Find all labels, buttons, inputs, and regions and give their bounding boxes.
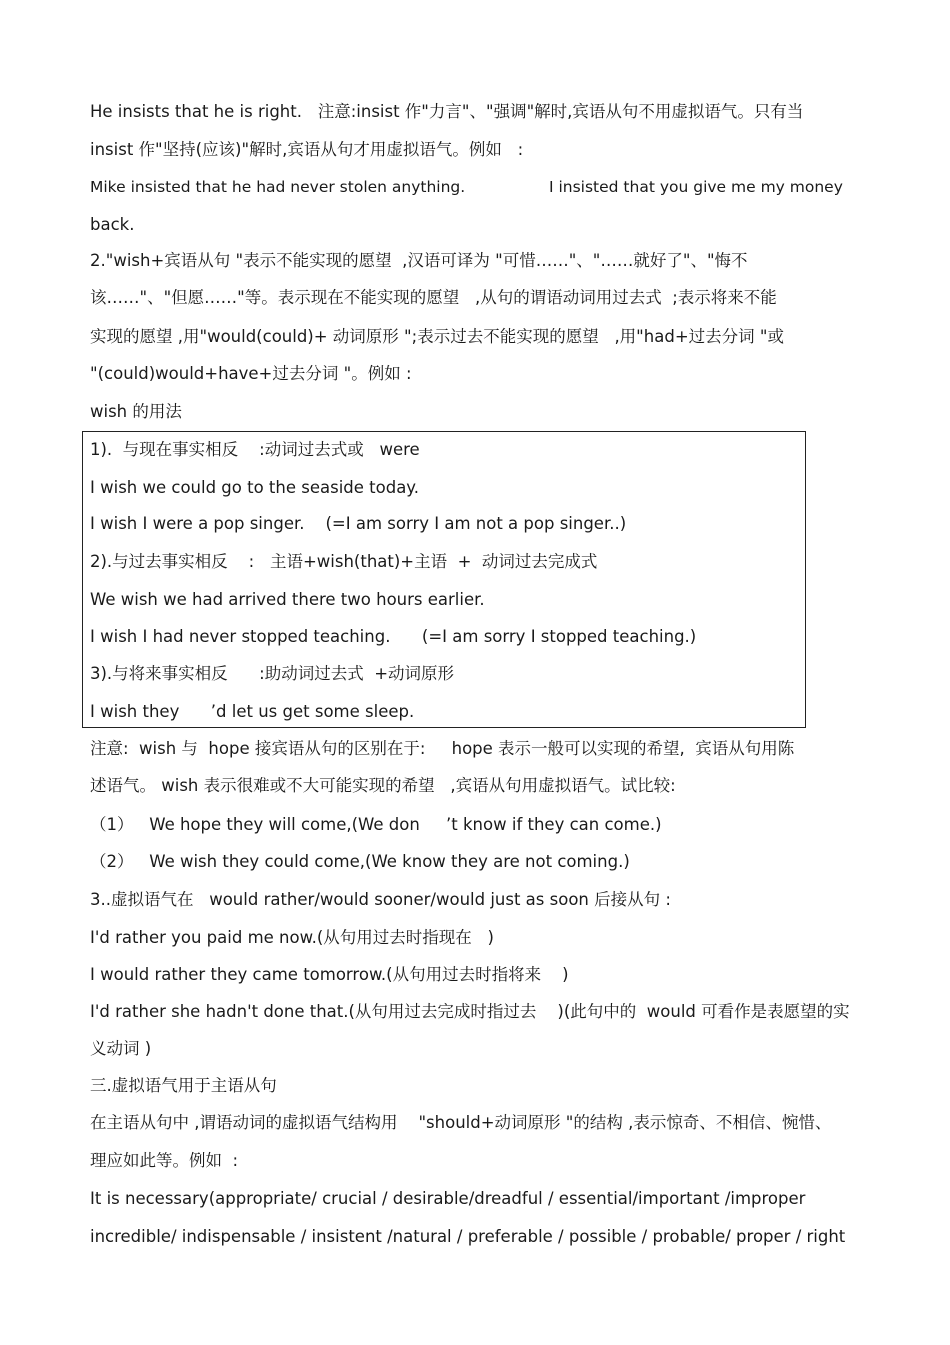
box-line: I wish they ’d let us get some sleep. [90, 702, 415, 721]
box-line: I wish I had never stopped teaching. (=I am sorry I stopped teaching.) [90, 627, 697, 646]
box-line: We wish we had arrived there two hours earlier. [90, 590, 485, 609]
box-line: I wish we could go to the seaside today. [90, 478, 419, 497]
text-line: 注意: wish 与 hope 接宾语从句的区别在于: hope 表示一般可以实现的希望, 宾语从句用陈 [90, 739, 795, 758]
text-line: "(could)would+have+过去分词 "。例如 : [90, 364, 412, 383]
text-line: 义动词 ) [90, 1039, 152, 1058]
text-line: 该……"、"但愿……"等。表示现在不能实现的愿望 ,从句的谓语动词用过去式 ;表示将来不能 [90, 288, 777, 307]
text-line: 3..虚拟语气在 would rather/would sooner/would just as soon 后接从句 : [90, 890, 671, 909]
box-line: I wish I were a pop singer. (=I am sorry I am not a pop singer..) [90, 514, 627, 533]
section-heading: 三.虚拟语气用于主语从句 [90, 1076, 277, 1095]
text-line: I would rather they came tomorrow.(从句用过去时指将来 ) [90, 965, 569, 984]
text-line: 述语气。 wish 表示很难或不大可能实现的希望 ,宾语从句用虚拟语气。试比较: [90, 776, 676, 795]
text-line: （1） We hope they will come,(We don ’t know if they can come.) [90, 815, 662, 834]
text-line: 2."wish+宾语从句 "表示不能实现的愿望 ,汉语可译为 "可惜……"、"……就好了"、"悔不 [90, 251, 748, 270]
text-line: It is necessary(appropriate/ crucial / desirable/dreadful / essential/important /improper [90, 1189, 806, 1208]
text-line: insist 作"坚持(应该)"解时,宾语从句才用虚拟语气。例如 : [90, 140, 524, 159]
text-line: back. [90, 215, 135, 234]
box-line: 3).与将来事实相反 :助动词过去式 +动词原形 [90, 664, 455, 683]
text-line: 在主语从句中 ,谓语动词的虚拟语气结构用 "should+动词原形 "的结构 ,表示惊奇、不相信、惋惜、 [90, 1113, 832, 1132]
text-line: （2） We wish they could come,(We know they are not coming.) [90, 852, 630, 871]
box-line: 1). 与现在事实相反 :动词过去式或 were [90, 440, 420, 459]
text-line: Mike insisted that he had never stolen anything. I insisted that you give me my money [90, 178, 843, 196]
text-line: 理应如此等。例如 : [90, 1151, 239, 1170]
box-line: 2).与过去事实相反 : 主语+wish(that)+主语 + 动词过去完成式 [90, 552, 598, 571]
text-line: incredible/ indispensable / insistent /natural / preferable / possible / probable/ proper / right [90, 1227, 846, 1246]
text-line: He insists that he is right. 注意:insist 作"力言"、"强调"解时,宾语从句不用虚拟语气。只有当 [90, 102, 804, 121]
text-line: I'd rather you paid me now.(从句用过去时指现在 ) [90, 928, 494, 947]
text-line: I'd rather she hadn't done that.(从句用过去完成时指过去 )(此句中的 would 可看作是表愿望的实 [90, 1002, 850, 1021]
section-label: wish 的用法 [90, 402, 182, 421]
text-line: 实现的愿望 ,用"would(could)+ 动词原形 ";表示过去不能实现的愿望 ,用"had+过去分词 "或 [90, 327, 784, 346]
